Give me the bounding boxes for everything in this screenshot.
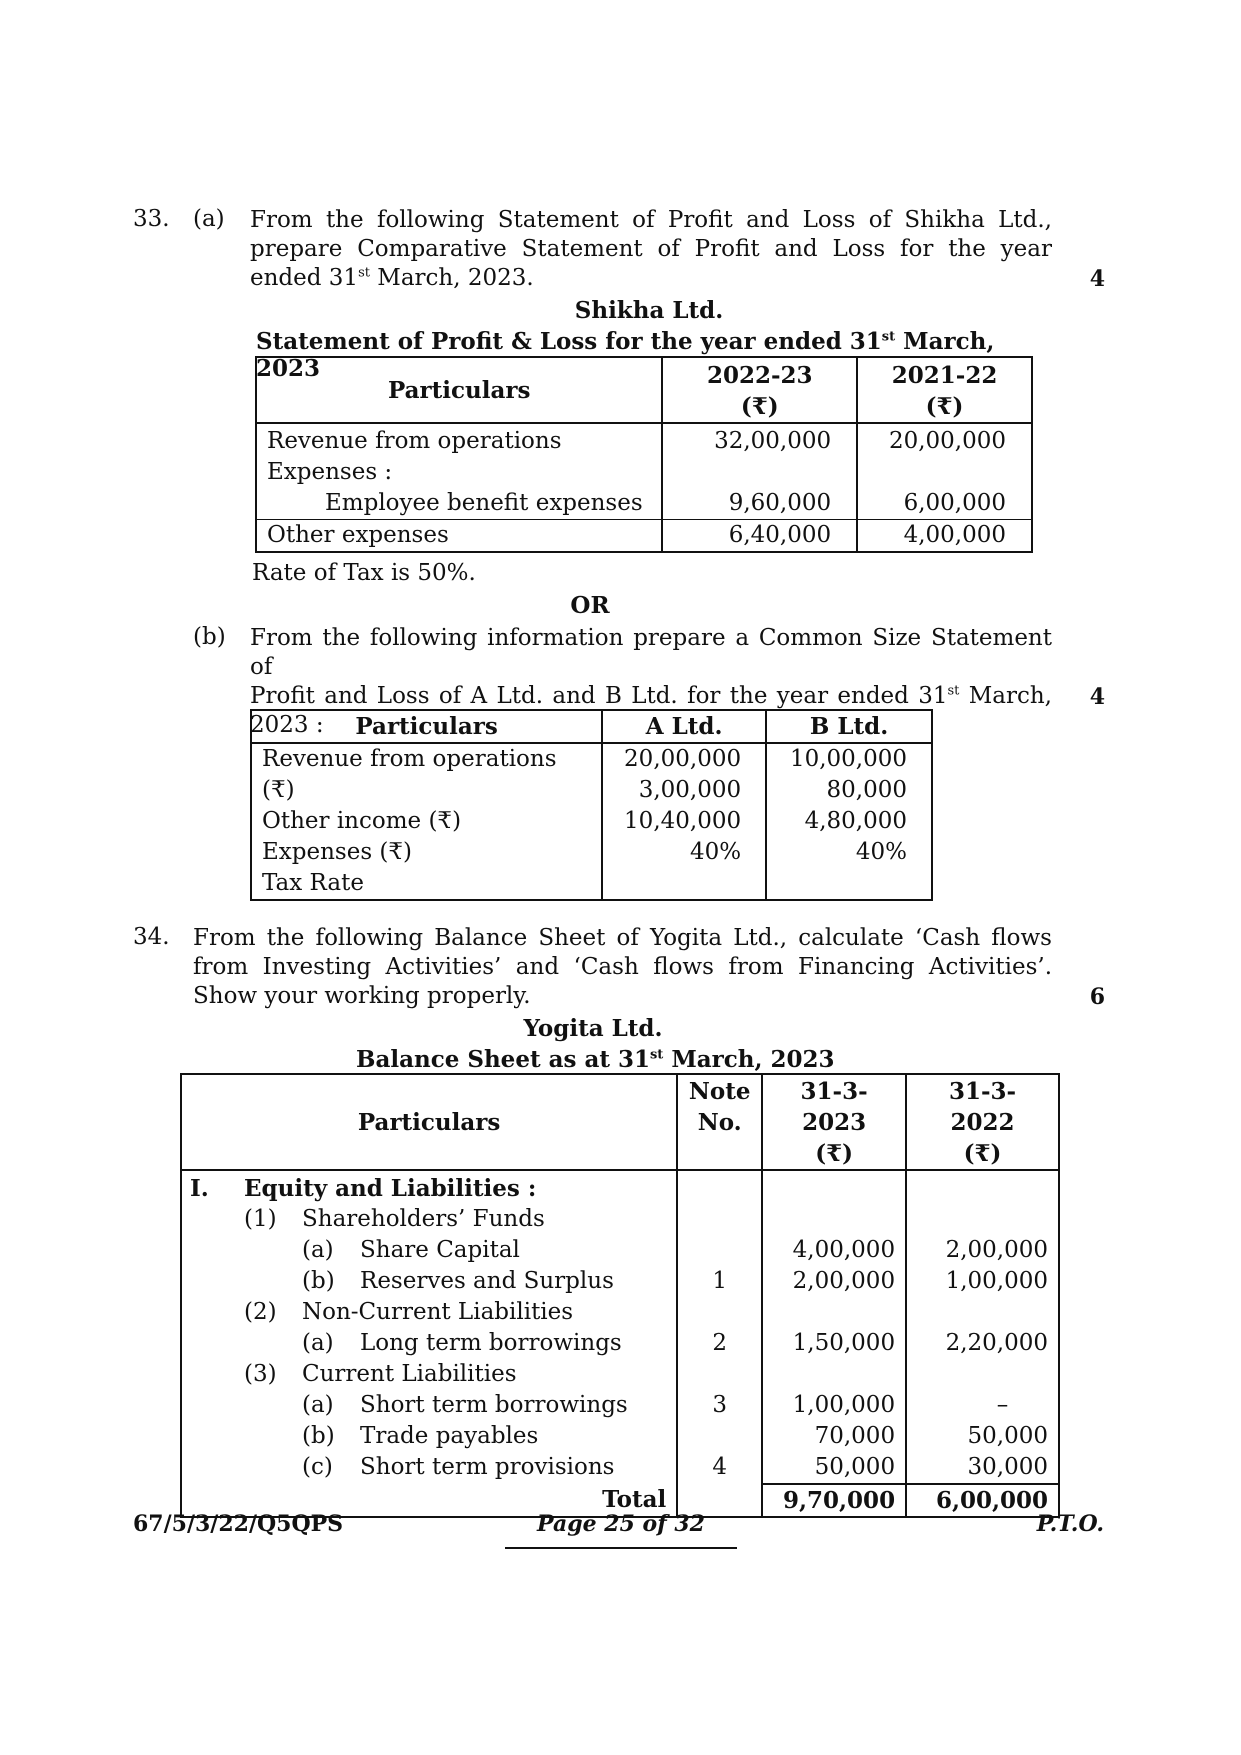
cs-header-particulars: Particulars (251, 710, 602, 743)
cs-cell: 10,40,000 (624, 808, 742, 834)
bs-header-2023: 31-3-2023 (₹) (762, 1074, 906, 1170)
q33a-line2: prepare Comparative Statement of Profit and Loss for the year (250, 236, 1052, 262)
bs-note-cell: 3 (712, 1392, 727, 1418)
q33a-line3: ended 31st March, 2023. (250, 265, 534, 291)
shikha-table-title: Statement of Profit & Loss for the year ended 31st March, 2023 (256, 328, 995, 382)
cs-row-label: Expenses (₹) (262, 839, 413, 865)
shikha-cell: 6,00,000 (903, 490, 1006, 516)
cs-a-ltd-col (602, 743, 766, 900)
q34-line2: from Investing Activities’ and ‘Cash flows from Financing Activities’. (193, 954, 1052, 980)
bs-2022-col (906, 1170, 1059, 1484)
bs-cell: 2,20,000 (945, 1330, 1048, 1356)
shikha-pl-table (255, 356, 1033, 553)
bs-line-item: (a) Short term borrowings (302, 1392, 628, 1418)
page-number-underline (505, 1547, 737, 1549)
bs-subsection: (3) Current Liabilities (244, 1361, 517, 1387)
q33a-line1: From the following Statement of Profit and Loss of Shikha Ltd., (250, 207, 1052, 233)
bs-line-item: (c) Short term provisions (302, 1454, 615, 1480)
q33b-marks: 4 (1089, 684, 1105, 710)
bs-total-2022: 6,00,000 (906, 1484, 1059, 1517)
shikha-cell: 9,60,000 (728, 490, 832, 516)
common-size-table (250, 709, 933, 901)
bs-note-cell: 1 (712, 1268, 727, 1294)
shikha-cell (868, 457, 1006, 488)
paper-code: 67/5/3/22/Q5QPS (133, 1511, 344, 1537)
q33-part-b-label: (b) (193, 624, 226, 650)
bs-note-col (677, 1170, 762, 1484)
bs-cell: 30,000 (967, 1454, 1048, 1480)
cs-cell: 4,80,000 (804, 808, 907, 834)
shikha-row-label: Employee benefit expenses (325, 490, 643, 516)
cs-cell: 40% (689, 839, 742, 865)
q33b-line1: From the following information prepare a Common Size Statement of (250, 625, 1052, 680)
bs-header-note-no: Note No. (677, 1074, 762, 1170)
cs-cell: 3,00,000 (638, 777, 742, 803)
q33b-line3: 2023 : (250, 712, 324, 738)
q34-line1: From the following Balance Sheet of Yogita Ltd., calculate ‘Cash flows (193, 925, 1052, 951)
shikha-header-particulars: Particulars (256, 357, 662, 423)
bs-note-cell: 4 (712, 1454, 727, 1480)
shikha-cell: 4,00,000 (903, 522, 1006, 548)
bs-line-item: (a) Share Capital (302, 1237, 520, 1263)
cs-header-b-ltd: B Ltd. (809, 713, 889, 740)
shikha-company-name: Shikha Ltd. (574, 297, 724, 324)
or-divider: OR (570, 592, 610, 619)
bs-cell: 1,00,000 (945, 1268, 1048, 1294)
bs-cell: – (996, 1392, 1009, 1418)
q34-line3: Show your working properly. (193, 983, 531, 1009)
bs-cell: 2,00,000 (792, 1268, 896, 1294)
bs-total-label: Total (181, 1484, 677, 1517)
bs-total-2023: 9,70,000 (762, 1484, 906, 1517)
shikha-particulars-col (256, 423, 662, 520)
cs-header-a-ltd: A Ltd. (602, 710, 766, 743)
q34-marks: 6 (1089, 984, 1105, 1010)
shikha-row-label: Expenses : (267, 459, 393, 485)
bs-cell: 70,000 (814, 1423, 896, 1449)
q33-part-a-label: (a) (193, 206, 225, 232)
shikha-cell: 32,00,000 (714, 428, 832, 454)
bs-cell: 1,50,000 (792, 1330, 896, 1356)
bs-cell: 50,000 (967, 1423, 1048, 1449)
cs-cell: 80,000 (826, 777, 907, 803)
shikha-row-label: Other expenses (256, 520, 662, 553)
shikha-row-label: Revenue from operations (267, 428, 562, 454)
bs-cell: 1,00,000 (792, 1392, 896, 1418)
bs-2023-col (762, 1170, 906, 1484)
yogita-balance-sheet-table (180, 1073, 1060, 1518)
bs-section-heading: I. Equity and Liabilities : (190, 1175, 537, 1202)
bs-cell: 4,00,000 (792, 1237, 896, 1263)
bs-line-item: (b) Reserves and Surplus (302, 1268, 614, 1294)
shikha-header-2022-23: 2022-23 (₹) (662, 357, 857, 423)
cs-cell: 40% (855, 839, 907, 865)
q34-number: 34. (133, 924, 170, 950)
shikha-cell (673, 457, 831, 488)
bs-line-item: (b) Trade payables (302, 1423, 539, 1449)
page-number: Page 25 of 32 (537, 1511, 705, 1537)
cs-b-ltd-col (766, 743, 932, 900)
shikha-cell: 6,40,000 (662, 520, 857, 553)
yogita-balance-sheet-title: Balance Sheet as at 31st March, 2023 (356, 1046, 835, 1073)
bs-particulars-col (181, 1170, 677, 1484)
cs-row-label: Revenue from operations (₹) (262, 746, 557, 803)
shikha-cell: 20,00,000 (888, 428, 1006, 454)
cs-row-label: Tax Rate (262, 870, 364, 896)
cs-cell: 20,00,000 (624, 746, 742, 772)
bs-header-2022: 31-3-2022 (₹) (948, 1078, 1017, 1167)
q33a-marks: 4 (1089, 266, 1105, 292)
q34-text (193, 924, 1052, 1011)
pto: P.T.O. (1036, 1511, 1104, 1537)
cs-particulars-col (251, 743, 602, 900)
q33-number: 33. (133, 206, 170, 232)
tax-rate-note: Rate of Tax is 50%. (252, 560, 476, 586)
q33-part-a-text (250, 206, 1052, 293)
bs-line-item: (a) Long term borrowings (302, 1330, 622, 1356)
cs-row-label: Other income (₹) (262, 808, 462, 834)
bs-cell: 50,000 (814, 1454, 896, 1480)
shikha-2021-22-col (857, 423, 1032, 520)
cs-cell: 10,00,000 (789, 746, 907, 772)
bs-subsection: (1) Shareholders’ Funds (244, 1206, 545, 1232)
bs-header-particulars: Particulars (181, 1074, 677, 1170)
q33b-line2: Profit and Loss of A Ltd. and B Ltd. for the year ended 31st March, (250, 683, 1052, 709)
shikha-2022-23-col (662, 423, 857, 520)
bs-cell: 2,00,000 (945, 1237, 1048, 1263)
yogita-company-name: Yogita Ltd. (523, 1015, 663, 1042)
shikha-header-2021-22: 2021-22 (₹) (891, 362, 998, 420)
bs-note-cell: 2 (712, 1330, 727, 1356)
bs-subsection: (2) Non-Current Liabilities (244, 1299, 574, 1325)
